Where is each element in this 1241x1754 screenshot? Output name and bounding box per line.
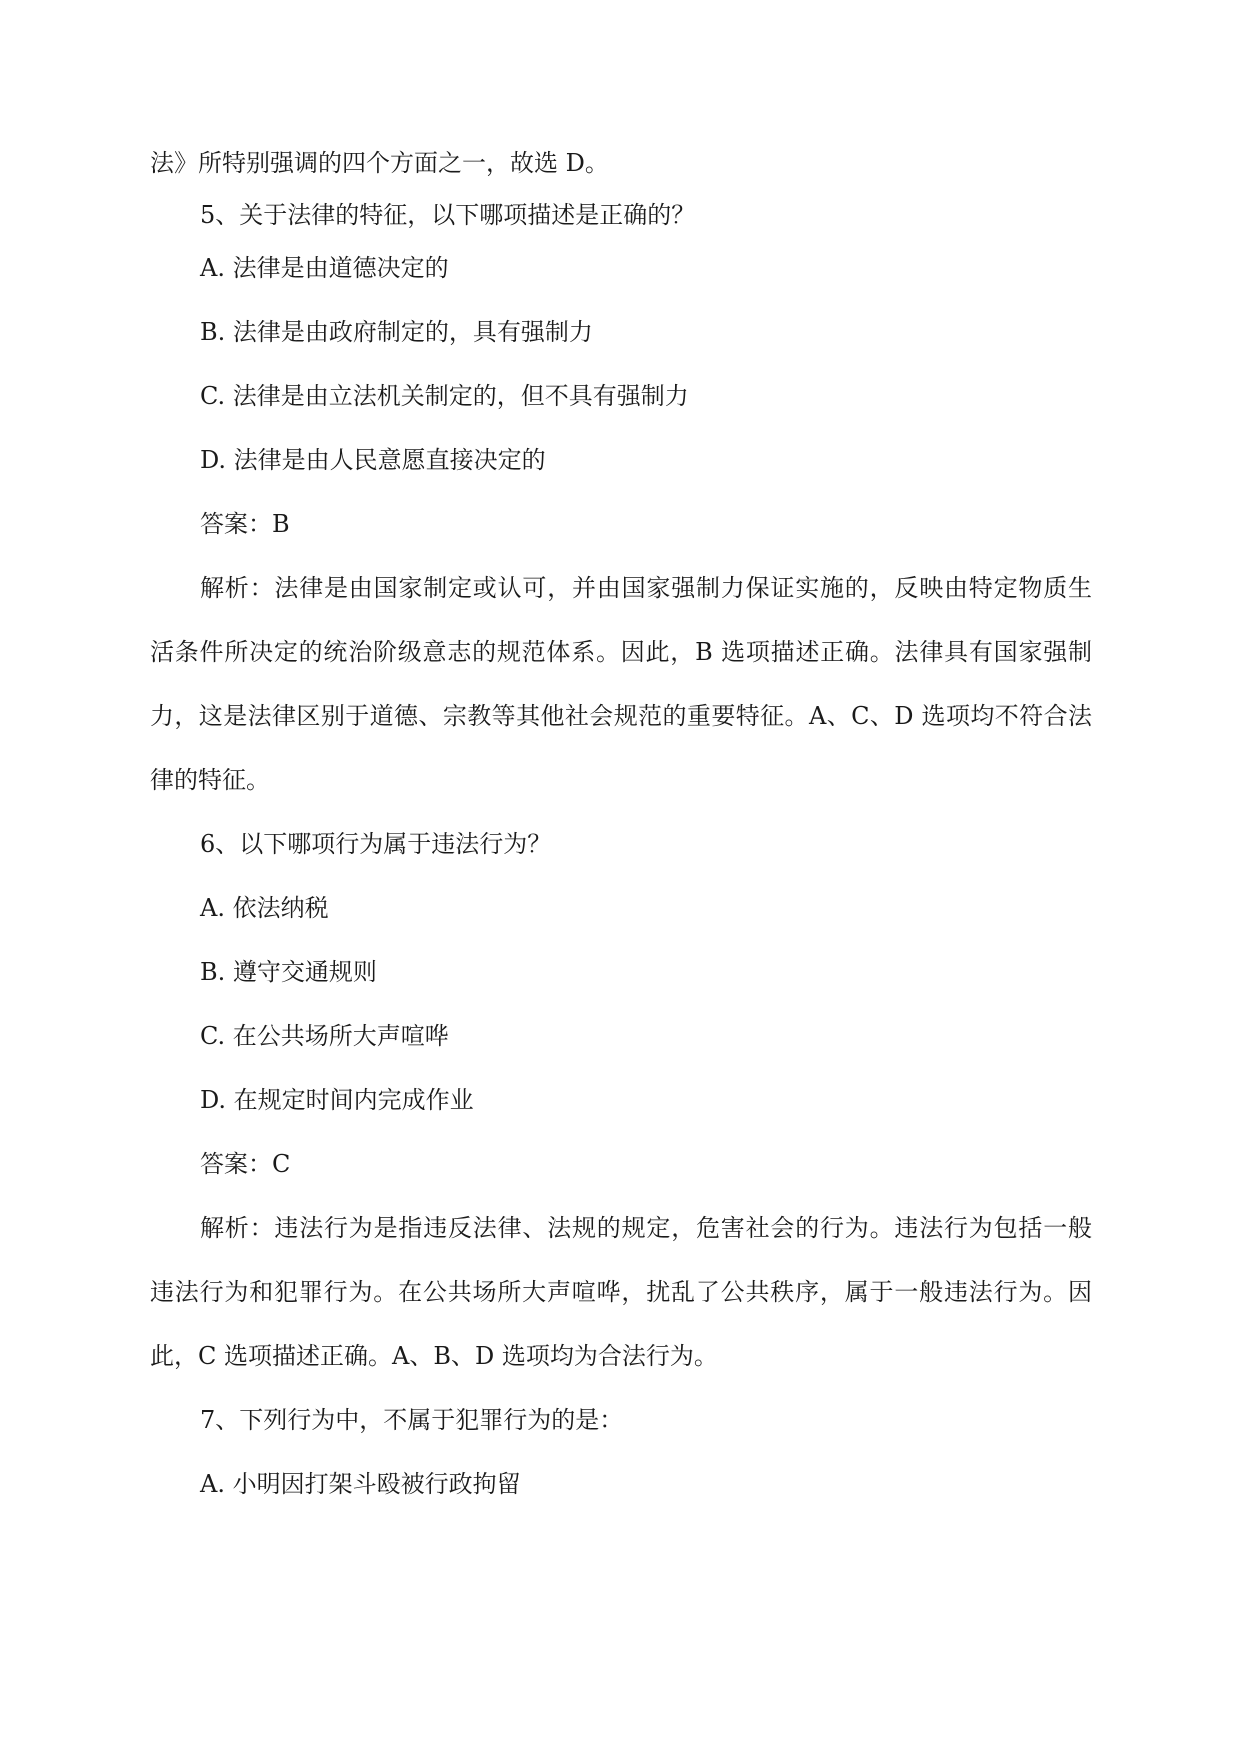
question-5-analysis-line: 活条件所决定的统治阶级意志的规范体系。因此，B 选项描述正确。法律具有国家强制 [150,638,1092,666]
question-6-analysis-line: 解析：违法行为是指违反法律、法规的规定，危害社会的行为。违法行为包括一般 [200,1214,1092,1242]
question-6-option-b: B. 遵守交通规则 [200,958,377,986]
question-5-analysis-line: 律的特征。 [150,766,270,794]
question-6-option-c: C. 在公共场所大声喧哗 [200,1022,449,1050]
continuation-text: 法》所特别强调的四个方面之一，故选 D。 [150,149,609,177]
question-6-analysis-line: 此，C 选项描述正确。A、B、D 选项均为合法行为。 [150,1342,718,1370]
question-5-analysis-line: 力，这是法律区别于道德、宗教等其他社会规范的重要特征。A、C、D 选项均不符合法 [150,702,1092,730]
question-5-stem: 5、关于法律的特征，以下哪项描述是正确的？ [200,201,696,229]
question-5-option-c: C. 法律是由立法机关制定的，但不具有强制力 [200,382,689,410]
question-6-stem: 6、以下哪项行为属于违法行为？ [200,830,552,858]
question-6-answer: 答案：C [200,1150,291,1178]
question-7-stem: 7、下列行为中，不属于犯罪行为的是： [200,1406,624,1434]
question-5-analysis-line: 解析：法律是由国家制定或认可，并由国家强制力保证实施的，反映由特定物质生 [200,574,1092,602]
question-5-answer: 答案：B [200,510,290,538]
question-6-analysis-line: 违法行为和犯罪行为。在公共场所大声喧哗，扰乱了公共秩序，属于一般违法行为。因 [150,1278,1092,1306]
question-6-option-a: A. 依法纳税 [200,894,329,922]
question-5-option-a: A. 法律是由道德决定的 [200,254,449,282]
question-5-option-b: B. 法律是由政府制定的，具有强制力 [200,318,593,346]
question-6-option-d: D. 在规定时间内完成作业 [200,1086,474,1114]
question-5-option-d: D. 法律是由人民意愿直接决定的 [200,446,546,474]
question-7-option-a: A. 小明因打架斗殴被行政拘留 [200,1470,521,1498]
